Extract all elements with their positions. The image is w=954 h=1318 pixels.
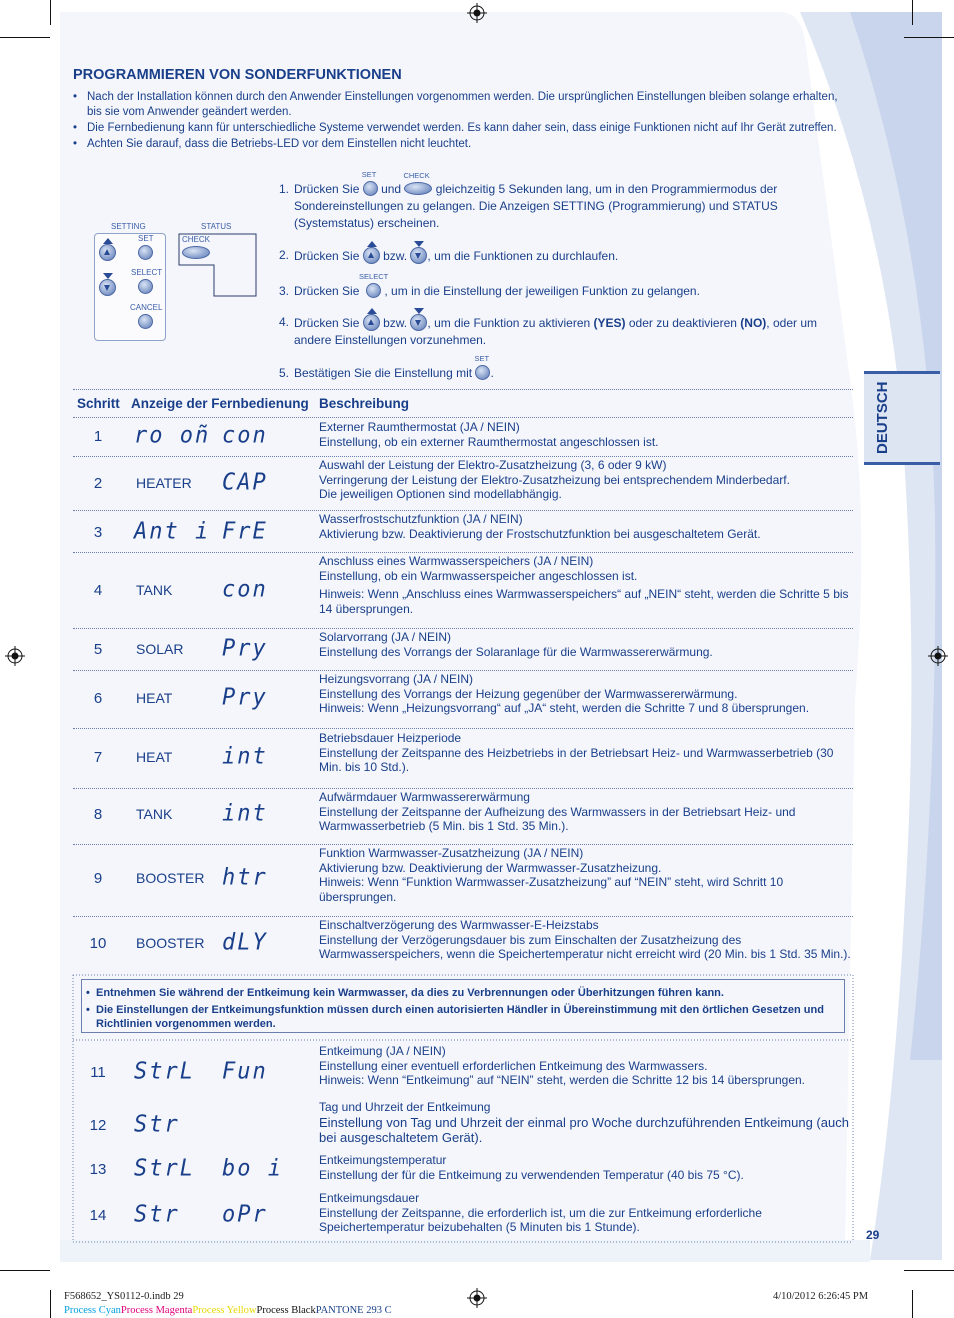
warning-item: • Entnehmen Sie während der Entkeimung kein Warmwasser, da dies zu Verbrennungen oder Überhitzungen führen kann. — [86, 986, 852, 1000]
step-number: 14 — [89, 1207, 107, 1224]
row-divider — [73, 456, 853, 457]
remote-display-label: HEAT — [136, 749, 173, 765]
lcd-display-right: bo i — [222, 1155, 283, 1182]
row-divider — [73, 916, 853, 917]
description-line: Hinweis: Wenn “Entkeimung” auf “NEIN” steht, werden die Schritte 12 bis 14 übersprungen. — [319, 1073, 806, 1087]
set-button-icon: SET — [475, 365, 490, 380]
row-divider — [73, 728, 853, 729]
lcd-display-right: Pry — [222, 684, 268, 711]
down-arrow-icon — [410, 247, 427, 264]
lcd-display-left: ro oñ — [134, 422, 211, 449]
divider — [73, 417, 853, 418]
remote-control-panel — [94, 233, 166, 341]
step-number: 7 — [93, 749, 103, 766]
divider — [73, 389, 853, 390]
remote-display-label: BOOSTER — [136, 870, 205, 886]
down-arrow-button[interactable] — [99, 279, 116, 296]
row-description — [319, 1191, 854, 1235]
remote-select-label: SELECT — [131, 268, 163, 277]
description-line: Funktion Warmwasser-Zusatzheizung (JA / NEIN) — [319, 846, 584, 860]
description-line: Einstellung der für die Entkeimung zu verwendenden Temperatur (40 bis 75 °C). — [319, 1167, 744, 1182]
footer-file: F568652_YS0112-0.indb 29 — [64, 1291, 184, 1302]
select-button[interactable] — [138, 279, 153, 294]
cancel-button[interactable] — [138, 314, 153, 329]
description-line: Tag und Uhrzeit der Entkeimung — [319, 1100, 491, 1114]
description-line: Aktivierung bzw. Deaktivierung der Warmwasser-Zusatzheizung. — [319, 860, 662, 875]
description-line: Einstellung von Tag und Uhrzeit der einmal pro Woche durchzuführenden Entkeimung (auch bei ausgeschaltetem Gerät). — [319, 1114, 849, 1145]
step-number: 3 — [93, 524, 103, 541]
warning-item: • Die Einstellungen der Entkeimungsfunktion müssen durch einen autorisierten Händler in Übereinstimmung mit den örtlichen Gesetzen und Richtlinien vorgenommen werden. — [86, 1003, 852, 1031]
registration-mark-icon — [467, 1288, 487, 1308]
description-line: Entkeimungstemperatur — [319, 1153, 447, 1167]
step-number: 8 — [93, 806, 103, 823]
description-line: Auswahl der Leistung der Elektro-Zusatzheizung (3, 6 oder 9 kW) — [319, 458, 667, 472]
remote-display-label: HEATER — [136, 475, 192, 491]
lcd-display-left: Str — [134, 1201, 180, 1228]
crop-mark — [0, 37, 50, 38]
remote-display-label: BOOSTER — [136, 935, 205, 951]
remote-display-label: TANK — [136, 806, 173, 822]
description-line: Hinweis: Wenn „Heizungsvorrang“ auf „JA“ steht, werden die Schritte 7 und 8 übersprungen. — [319, 701, 810, 715]
color-separations: Process CyanProcess MagentaProcess YellowProcess BlackPANTONE 293 C — [64, 1305, 392, 1316]
remote-check-label: CHECK — [182, 235, 211, 244]
crop-mark — [50, 0, 51, 25]
description-line: Einstellung der Zeitspanne der Aufheizung des Warmwassers in der Betriebsart Heiz- und Warmwasserbetrieb (5 Min. bis 1 Std. 35 Min.). — [319, 804, 796, 833]
description-line: Einstellung des Vorrangs der Solaranlage für die Warmwassererwärmung. — [319, 644, 713, 659]
remote-set-label: SET — [138, 234, 154, 243]
step-number: 5 — [93, 641, 103, 658]
crop-mark — [904, 37, 954, 38]
lcd-display-left: Ant i — [134, 518, 211, 545]
lcd-display-left: StrL — [134, 1058, 195, 1085]
check-button[interactable] — [182, 246, 210, 259]
check-button-icon: CHECK — [404, 182, 432, 195]
remote-cancel-label: CANCEL — [130, 303, 163, 312]
description-line: Heizungsvorrang (JA / NEIN) — [319, 672, 474, 686]
header-anzeige: Anzeige der Fernbedienung — [131, 396, 309, 411]
step-number: 13 — [89, 1161, 107, 1178]
step-number: 4 — [93, 582, 103, 599]
description-line: Einstellung einer eventuell erforderlichen Entkeimung des Warmwassers. — [319, 1058, 708, 1073]
registration-mark-icon — [928, 646, 948, 666]
remote-display-label: TANK — [136, 582, 173, 598]
remote-display-label: SOLAR — [136, 641, 184, 657]
description-line: Solarvorrang (JA / NEIN) — [319, 630, 452, 644]
lcd-display-right: FrE — [222, 518, 268, 545]
row-description — [319, 790, 854, 834]
row-divider — [73, 628, 853, 629]
description-line: Aktivierung bzw. Deaktivierung der Frostschutzfunktion bei ausgeschaltetem Gerät. — [319, 526, 761, 541]
up-arrow-icon — [363, 314, 380, 331]
lcd-display-right: dLY — [222, 929, 268, 956]
intro-bullets — [73, 90, 848, 153]
row-divider — [73, 670, 853, 671]
row-description — [319, 630, 854, 659]
row-divider — [73, 788, 853, 789]
row-description — [319, 731, 854, 775]
set-button-icon: SET — [363, 181, 378, 196]
remote-setting-label: SETTING — [111, 222, 146, 231]
lcd-display-left: Str — [134, 1111, 180, 1138]
crop-mark — [0, 1270, 50, 1271]
description-line: Aufwärmdauer Warmwassererwärmung — [319, 790, 530, 804]
lcd-display-right: htr — [222, 864, 268, 891]
description-line: Hinweis: Wenn “Funktion Warmwasser-Zusatzheizung” auf “NEIN” steht, wird Schritt 10 übersprungen. — [319, 875, 784, 904]
set-button[interactable] — [138, 245, 153, 260]
step-number: 11 — [90, 1064, 106, 1081]
row-description — [319, 458, 854, 502]
lcd-display-right: Fun — [222, 1058, 268, 1085]
intro-bullet: • Die Fernbedienung kann für unterschiedliche Systeme verwendet werden. Es kann daher sein, dass einige Funktionen nicht auf Ihr Gerät zutreffen. — [73, 121, 848, 136]
crop-mark — [904, 1270, 954, 1271]
lcd-display-right: con — [222, 576, 268, 603]
up-arrow-button[interactable] — [99, 244, 116, 261]
lcd-display-left: StrL — [134, 1155, 195, 1182]
lcd-display-right: oPr — [222, 1201, 268, 1228]
row-divider — [73, 510, 853, 511]
up-arrow-icon — [363, 247, 380, 264]
manual-page: PROGRAMMIEREN VON SONDERFUNKTIONEN • Nach der Installation können durch den Anwender Einstellungen vorgenommen werden. Die ursprünglichen Einstellungen bleiben solange erhalten, bis sie vom Anwender geändert werden. • Die Fernbedienung kann für unterschiedliche Systeme verwendet werden. Es kann daher sein, dass einige Funktionen nicht auf Ihr Gerät zutreffen. • Achten Sie darauf, dass die Betriebs-LED vor dem Einstellen nicht leuchtet. SETTING STATUS SET SELECT CANCEL CHECK 1. Drücken Sie SET und CHECK gleichzeitig 5 Sekunden lang, um in den Programmiermodus der Sondereinstellungen zu gelangen. Die Anzeigen SETTING (Programmierung) und STATUS (Systemstatus) erscheinen. 2. Drücken Sie bzw. , um die Funktionen zu durchlaufen. 3. Drücken Sie SELECT , um in die Einstellung der jeweiligen Funktion zu gelangen. 4. Drücken Sie bzw. , um die Funktion zu aktivieren (YES) oder zu deaktivieren (NO), oder um andere Einstellungen vorzunehmen. 5. Bestätigen Sie die Einstellung mit SET . Schritt Anzeige der Fernbedienung Beschreibung 1 ro oñ con Externer Raumthermostat (JA / NEIN) Einstellung, ob ein externer Raumthermostat angeschlossen ist. 2 HEATER CAP Auswahl der Leistung der Elektro-Zusatzheizung (3, 6 oder 9 kW) Verringerung der Leistung der Elektro-Zusatzheizung bei entsprechendem Minderbedarf. Die jeweiligen Optionen sind modellabhängig. 3 Ant i FrE Wasserfrostschutzfunktion (JA / NEIN) Aktivierung bzw. Deaktivierung der Frostschutzfunktion bei ausgeschaltetem Gerät. 4 TANK con Anschluss eines Warmwasserspeichers (JA / NEIN) Einstellung, ob ein Warmwasserspeicher angeschlossen ist. Hinweis: Wenn „Anschluss eines Warmwasserspeichers“ auf „NEIN“ steht, werden die Schritte 5 bis 14 übersprungen. 5 SOLAR Pry Solarvorrang (JA / NEIN) Einstellung des Vorrangs der Solaranlage für die Warmwassererwärmung. 6 HEAT Pry Heizungsvorrang (JA / NEIN) Einstellung des Vorrangs der Heizung gegenüber der Warmwassererwärmung. Hinweis: Wenn „Heizungsvorrang“ auf „JA“ steht, werden die Schritte 7 und 8 übersprungen. 7 HEAT int Betriebsdauer Heizperiode Einstellung der Zeitspanne des Heizbetriebs in der Betriebsart Heiz- und Warmwasserbetrieb (30 Min. bis 10 Std.). 8 TANK int Aufwärmdauer Warmwassererwärmung Einstellung der Zeitspanne der Aufheizung des Warmwassers in der Betriebsart Heiz- und Warmwasserbetrieb (5 Min. bis 1 Std. 35 Min.). 9 BOOSTER htr Funktion Warmwasser-Zusatzheizung (JA / NEIN) Aktivierung bzw. Deaktivierung der Warmwasser-Zusatzheizung. Hinweis: Wenn “Funktion Warmwasser-Zusatzheizung” auf “NEIN” steht, wird Schritt 10 übersprungen. 10 BOOSTER dLY Einschaltverzögerung des Warmwasser-E-Heizstabs Einstellung der Verzögerungsdauer bis zum Einschalten der Zusatzheizung des Warmwasserspeichers, wenn die Speichertemperatur nicht erreicht wird (20 Min. bis 1 Std. 35 Min.). 11 StrL Fun Entkeimung (JA / NEIN) Einstellung einer eventuell erforderlichen Entkeimung des Warmwassers. Hinweis: Wenn “Entkeimung” auf “NEIN” steht, werden die Schritte 12 bis 14 übersprungen. 12 Str Tag und Uhrzeit der Entkeimung Einstellung von Tag und Uhrzeit der einmal pro Woche durchzuführenden Entkeimung (auch bei ausgeschaltetem Gerät). 13 StrL bo i Entkeimungstemperatur Einstellung der für die Entkeimung zu verwendenden Temperatur (40 bis 75 °C). 14 Str oPr Entkeimungsdauer Einstellung der Zeitspanne, die erforderlich ist, um die zur Entkeimung erforderliche Speichertemperatur beizubehalten (5 Minuten bis 1 Stunde). • Entnehmen Sie während der Entkeimung kein Warmwasser, da dies zu Verbrennungen oder Überhitzungen führen kann. • Die Einstellungen der Entkeimungsfunktion müssen durch einen autorisierten Händler in Übereinstimmung mit den örtlichen Gesetzen und Richtlinien vorgenommen werden. DEUTSCH 29 F568652_YS0112-0.indb 29 4/10/2012 6:26:45 PM Process CyanProcess MagentaProcess YellowProcess BlackPANTONE 293 C — [0, 0, 954, 1318]
description-line: Entkeimung (JA / NEIN) — [319, 1044, 446, 1058]
description-line: Einstellung der Zeitspanne des Heizbetriebs in der Betriebsart Heiz- und Warmwasserbetrieb (30 Min. bis 10 Std.). — [319, 745, 834, 774]
intro-bullet: • Achten Sie darauf, dass die Betriebs-LED vor dem Einstellen nicht leuchtet. — [73, 137, 848, 152]
lcd-display-right: Pry — [222, 635, 268, 662]
description-line: Hinweis: Wenn „Anschluss eines Warmwasserspeichers“ auf „NEIN“ steht, werden die Schritte 5 bis 14 übersprungen. — [319, 587, 849, 616]
row-description — [319, 554, 854, 616]
description-line: Einstellung der Zeitspanne, die erforderlich ist, um die zur Entkeimung erforderliche Speichertemperatur beizubehalten (5 Minuten bis 1 Stunde). — [319, 1205, 762, 1234]
row-divider — [73, 844, 853, 845]
row-description — [319, 1044, 854, 1088]
row-divider — [73, 552, 853, 553]
registration-mark-icon — [467, 3, 487, 23]
description-line: Betriebsdauer Heizperiode — [319, 731, 462, 745]
select-button-icon: SELECT — [366, 283, 381, 298]
remote-status-label: STATUS — [201, 222, 232, 231]
crop-mark — [912, 0, 913, 25]
page-number: 29 — [866, 1228, 880, 1242]
lcd-display-right: int — [222, 800, 268, 827]
step-number: 2 — [93, 475, 103, 492]
description-line: Einstellung, ob ein Warmwasserspeicher angeschlossen ist. — [319, 568, 638, 583]
description-line: Einschaltverzögerung des Warmwasser-E-Heizstabs — [319, 918, 599, 932]
description-line: Verringerung der Leistung der Elektro-Zusatzheizung bei entsprechendem Minderbedarf. — [319, 472, 790, 487]
row-description — [319, 1153, 854, 1182]
description-line: Die jeweiligen Optionen sind modellabhängig. — [319, 487, 562, 501]
footer-date: 4/10/2012 6:26:45 PM — [773, 1291, 869, 1302]
lcd-display-right: int — [222, 743, 268, 770]
step-number: 10 — [89, 935, 107, 952]
remote-display-label: HEAT — [136, 690, 173, 706]
down-arrow-icon — [410, 314, 427, 331]
header-beschreibung: Beschreibung — [319, 396, 410, 411]
step-number: 1 — [93, 428, 103, 445]
header-schritt: Schritt — [77, 396, 120, 411]
description-line: Externer Raumthermostat (JA / NEIN) — [319, 420, 520, 434]
description-line: Einstellung, ob ein externer Raumthermostat angeschlossen ist. — [319, 434, 659, 449]
row-description — [319, 420, 854, 449]
row-description — [319, 1100, 854, 1145]
description-line: Wasserfrostschutzfunktion (JA / NEIN) — [319, 512, 523, 526]
lcd-display-right: con — [222, 422, 268, 449]
crop-mark — [50, 1290, 51, 1318]
row-description — [319, 512, 854, 541]
language-tab: DEUTSCH — [864, 371, 940, 465]
row-description — [319, 672, 854, 716]
description-line: Entkeimungsdauer — [319, 1191, 420, 1205]
description-line: Anschluss eines Warmwasserspeichers (JA / NEIN) — [319, 554, 594, 568]
section-title: PROGRAMMIEREN VON SONDERFUNKTIONEN — [73, 67, 402, 83]
description-line: Einstellung des Vorrangs der Heizung gegenüber der Warmwassererwärmung. — [319, 686, 738, 701]
step-number: 12 — [89, 1117, 107, 1134]
crop-mark — [912, 1290, 913, 1318]
description-line: Einstellung der Verzögerungsdauer bis zum Einschalten der Zusatzheizung des Warmwasserspeichers, wenn die Speichertemperatur nicht erreicht wird (20 Min. bis 1 Std. 35 Min.). — [319, 932, 851, 961]
lcd-display-right: CAP — [222, 469, 268, 496]
row-description — [319, 846, 854, 904]
registration-mark-icon — [5, 646, 25, 666]
step-number: 9 — [93, 870, 103, 887]
intro-bullet: • Nach der Installation können durch den Anwender Einstellungen vorgenommen werden. Die ursprünglichen Einstellungen bleiben solange erhalten, bis sie vom Anwender geändert werden. — [73, 90, 848, 120]
row-description — [319, 918, 854, 962]
step-number: 6 — [93, 690, 103, 707]
